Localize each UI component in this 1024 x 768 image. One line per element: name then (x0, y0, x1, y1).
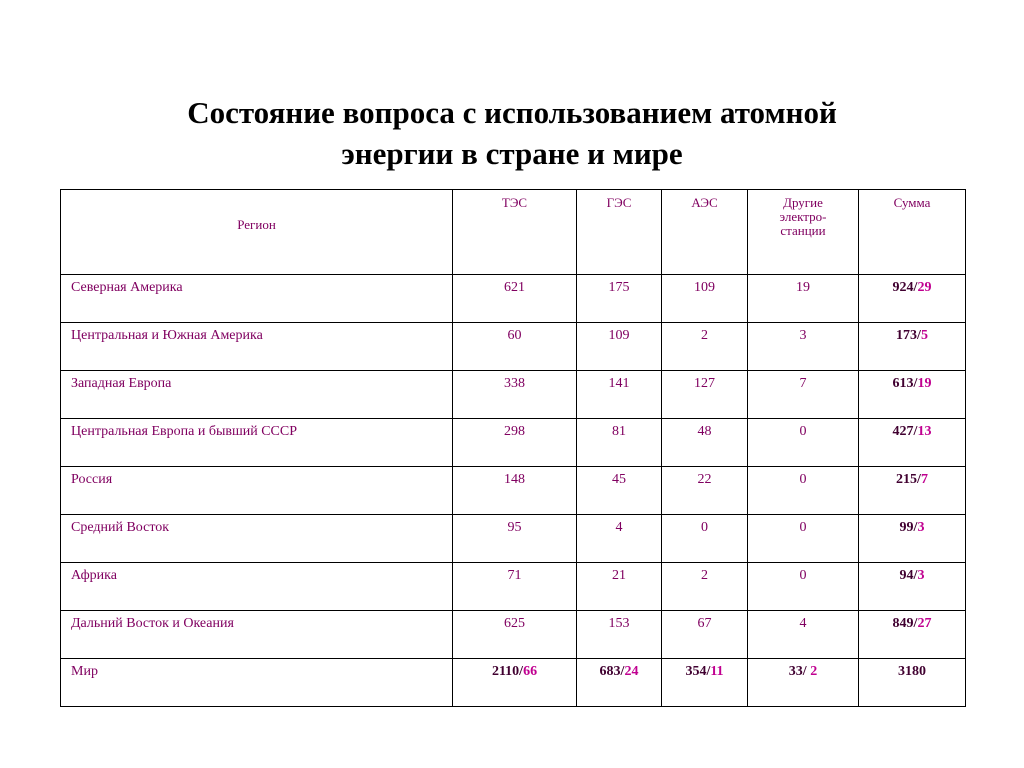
separator: / (706, 664, 711, 679)
aes-cell: 127 (662, 371, 748, 419)
other-cell: 19 (748, 275, 859, 323)
world-aes-primary: 354 (685, 664, 707, 679)
separator: / (913, 376, 918, 391)
table-row (61, 371, 966, 419)
ges-cell: 4 (577, 515, 662, 563)
world-tes-cell (453, 659, 577, 707)
sum-secondary: 3 (917, 568, 925, 583)
world-aes-cell (662, 659, 748, 707)
header-other (748, 190, 859, 275)
header-row (61, 190, 966, 275)
ges-cell: 175 (577, 275, 662, 323)
sum-secondary: 3 (917, 520, 925, 535)
region-cell: Центральная Европа и бывший СССР (61, 419, 453, 467)
aes-cell: 2 (662, 563, 748, 611)
tes-cell: 95 (453, 515, 577, 563)
sum-primary: 215 (896, 472, 918, 487)
tes-cell: 338 (453, 371, 577, 419)
region-cell: Россия (61, 467, 453, 515)
separator: / (519, 664, 524, 679)
table-row (61, 323, 966, 371)
sum-primary: 427 (892, 424, 914, 439)
world-tes-secondary: 66 (523, 664, 538, 679)
header-other-line-1: Другие (783, 195, 823, 210)
world-aes-secondary: 11 (710, 664, 724, 679)
world-row (61, 659, 966, 707)
separator: / (620, 664, 625, 679)
world-other-cell (748, 659, 859, 707)
region-cell: Западная Европа (61, 371, 453, 419)
sum-primary: 924 (892, 280, 914, 295)
sum-primary: 849 (892, 616, 914, 631)
separator: / (913, 424, 918, 439)
other-cell: 0 (748, 419, 859, 467)
sum-secondary: 5 (920, 328, 928, 343)
separator: / (913, 568, 918, 583)
world-region-cell: Мир (61, 659, 453, 707)
header-aes: АЭС (662, 190, 748, 275)
separator: / (802, 664, 811, 679)
aes-cell: 0 (662, 515, 748, 563)
sum-secondary: 7 (920, 472, 928, 487)
aes-cell: 67 (662, 611, 748, 659)
sum-cell (859, 323, 966, 371)
region-cell: Африка (61, 563, 453, 611)
table-row (61, 611, 966, 659)
header-other-line-3: станции (780, 223, 826, 238)
table-row (61, 515, 966, 563)
sum-cell (859, 275, 966, 323)
separator: / (913, 280, 918, 295)
region-cell: Средний Восток (61, 515, 453, 563)
table-row (61, 563, 966, 611)
world-other-primary: 33 (788, 664, 803, 679)
separator: / (917, 472, 921, 487)
sum-secondary: 27 (917, 616, 932, 631)
sum-primary: 613 (892, 376, 914, 391)
ges-cell: 81 (577, 419, 662, 467)
separator: / (917, 328, 921, 343)
world-other-secondary: 2 (810, 664, 818, 679)
world-ges-cell (577, 659, 662, 707)
world-ges-primary: 683 (599, 664, 621, 679)
other-cell: 3 (748, 323, 859, 371)
ges-cell: 21 (577, 563, 662, 611)
world-sum-cell: 3180 (859, 659, 966, 707)
aes-cell: 2 (662, 323, 748, 371)
header-sum: Сумма (859, 190, 966, 275)
tes-cell: 148 (453, 467, 577, 515)
sum-primary: 94 (899, 568, 914, 583)
tes-cell: 625 (453, 611, 577, 659)
header-tes: ТЭС (453, 190, 577, 275)
title-line-1: Состояние вопроса с использованием атомной (187, 95, 837, 130)
sum-cell (859, 371, 966, 419)
header-other-line-2: электро- (779, 209, 827, 224)
aes-cell: 22 (662, 467, 748, 515)
other-cell: 7 (748, 371, 859, 419)
sum-secondary: 13 (917, 424, 932, 439)
sum-primary: 99 (899, 520, 914, 535)
sum-cell (859, 563, 966, 611)
header-ges: ГЭС (577, 190, 662, 275)
other-cell: 0 (748, 563, 859, 611)
separator: / (913, 520, 918, 535)
sum-cell (859, 467, 966, 515)
region-cell: Северная Америка (61, 275, 453, 323)
table-row (61, 275, 966, 323)
tes-cell: 621 (453, 275, 577, 323)
other-cell: 4 (748, 611, 859, 659)
other-cell: 0 (748, 515, 859, 563)
aes-cell: 109 (662, 275, 748, 323)
world-ges-secondary: 24 (624, 664, 639, 679)
other-cell: 0 (748, 467, 859, 515)
table-row (61, 467, 966, 515)
sum-primary: 173 (896, 328, 918, 343)
title-line-2: энергии в стране и мире (341, 136, 683, 171)
sum-cell (859, 515, 966, 563)
aes-cell: 48 (662, 419, 748, 467)
region-cell: Дальний Восток и Океания (61, 611, 453, 659)
ges-cell: 153 (577, 611, 662, 659)
sum-secondary: 29 (917, 280, 932, 295)
separator: / (913, 616, 918, 631)
tes-cell: 71 (453, 563, 577, 611)
ges-cell: 141 (577, 371, 662, 419)
tes-cell: 60 (453, 323, 577, 371)
header-region: Регион (61, 190, 453, 275)
sum-secondary: 19 (917, 376, 932, 391)
ges-cell: 109 (577, 323, 662, 371)
energy-table (60, 189, 966, 707)
world-tes-primary: 2110 (491, 664, 520, 679)
ges-cell: 45 (577, 467, 662, 515)
table-row (61, 419, 966, 467)
sum-cell (859, 611, 966, 659)
region-cell: Центральная и Южная Америка (61, 323, 453, 371)
slide-title (0, 92, 1024, 174)
tes-cell: 298 (453, 419, 577, 467)
sum-cell (859, 419, 966, 467)
